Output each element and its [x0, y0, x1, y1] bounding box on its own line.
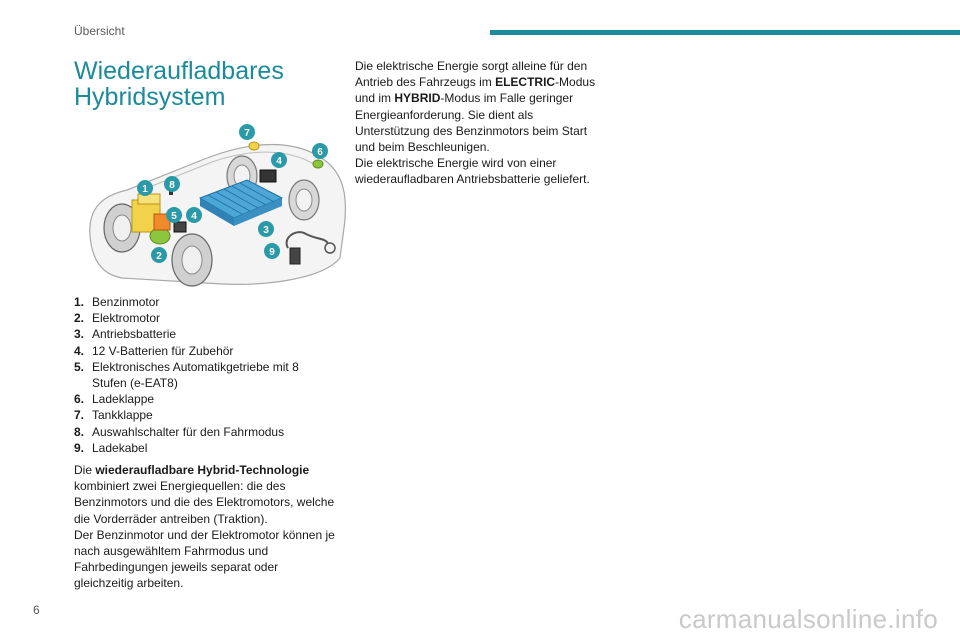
paragraph-operation: Der Benzinmotor und der Elektromotor können je nach ausgewähltem Fahrmodus und Fahrbedingungen jeweils separat oder gleichzeitig arbeiten.	[74, 527, 335, 591]
callout-4-front	[186, 207, 202, 223]
legend-text: Ladeklappe	[92, 392, 155, 407]
callout-5	[166, 207, 182, 223]
wheel-rear-right	[289, 180, 319, 220]
legend-number: 8.	[74, 424, 85, 439]
text-run: -Modus im Falle geringer Energieanforderung. Sie dient als Unterstützung des Benzinmotors beim Start und beim Beschleunigen.	[355, 91, 588, 155]
legend-item	[74, 326, 334, 342]
text-run: Die	[74, 463, 96, 477]
charge-flap	[313, 160, 323, 168]
callout-1	[137, 180, 153, 196]
legend-item	[74, 359, 334, 391]
12v-battery-front	[174, 222, 186, 232]
legend-item	[74, 294, 334, 310]
callout-8-label: 8	[169, 180, 175, 191]
paragraph-battery-supply: Die elektrische Energie wird von einer wiederaufladbaren Antriebsbatterie geliefert.	[355, 156, 590, 187]
page-number: 6	[33, 603, 40, 617]
legend-item	[74, 391, 334, 407]
legend-number: 5.	[74, 359, 85, 374]
text-run: kombiniert zwei Energiequellen: die des Benzinmotors und die des Elektromotors, welche die Vorderräder antreiben (Traktion).	[74, 479, 335, 526]
callout-6	[312, 143, 328, 159]
callout-2-label: 2	[156, 251, 162, 262]
hybrid-system-illustration	[82, 118, 352, 296]
section-label: Übersicht	[74, 24, 125, 38]
legend-number: 3.	[74, 327, 85, 342]
wheel-front-right	[172, 234, 212, 286]
fuel-flap	[249, 142, 259, 150]
12v-battery-rear	[260, 170, 276, 182]
legend-item	[74, 440, 334, 456]
emphasis-hybrid-mode: HYBRID	[394, 91, 441, 106]
legend-text: Benzinmotor	[92, 295, 160, 309]
header-accent-bar	[490, 30, 960, 35]
legend-number: 7.	[74, 408, 85, 423]
callout-6-label: 6	[317, 147, 323, 158]
legend-item	[74, 407, 334, 423]
callout-8	[164, 176, 180, 192]
legend-number: 4.	[74, 343, 85, 358]
text-run: Die elektrische Energie sorgt alleine für den Antrieb des Fahrzeugs im	[355, 59, 588, 90]
text-run: -Modus und im	[355, 75, 596, 106]
watermark: carmanualsonline.info	[678, 604, 938, 634]
legend-item	[74, 310, 334, 326]
electric-energy-description	[355, 58, 607, 188]
page-title: Wiederaufladbares Hybridsystem	[74, 57, 284, 111]
component-legend	[74, 294, 334, 456]
callout-3	[258, 221, 274, 237]
paragraph-energy-sources	[74, 462, 336, 527]
callout-2	[151, 247, 167, 263]
legend-number: 6.	[74, 392, 85, 407]
legend-item	[74, 424, 334, 440]
legend-text: Elektronisches Automatikgetriebe mit 8 Stufen (e-EAT8)	[92, 359, 299, 391]
callout-9-label: 9	[269, 247, 275, 258]
legend-number: 2.	[74, 311, 85, 326]
emphasis-electric-mode: ELECTRIC	[495, 75, 556, 90]
callout-7-label: 7	[244, 128, 250, 139]
legend-number: 1.	[74, 295, 85, 309]
legend-text: Ladekabel	[92, 440, 148, 455]
hybrid-technology-description	[74, 462, 336, 592]
legend-text: 12 V-Batterien für Zubehör	[92, 343, 234, 358]
emphasis-hybrid-technology: wiederaufladbare Hybrid-Technologie	[95, 463, 310, 477]
callout-4-rear	[271, 152, 287, 168]
legend-text: Tankklappe	[92, 408, 153, 423]
legend-item	[74, 343, 334, 359]
callout-9	[264, 243, 280, 259]
legend-text: Elektromotor	[92, 311, 161, 326]
legend-text: Auswahlschalter für den Fahrmodus	[92, 424, 285, 439]
legend-number: 9.	[74, 440, 85, 455]
callout-3-label: 3	[263, 225, 269, 236]
legend-text: Antriebsbatterie	[92, 327, 177, 342]
callout-5-label: 5	[171, 211, 177, 222]
callout-1-label: 1	[142, 184, 148, 195]
callout-7	[239, 124, 255, 140]
callout-4-front-label: 4	[191, 211, 197, 222]
paragraph-electric-drive	[355, 58, 607, 155]
callout-4-rear-label: 4	[276, 156, 282, 167]
